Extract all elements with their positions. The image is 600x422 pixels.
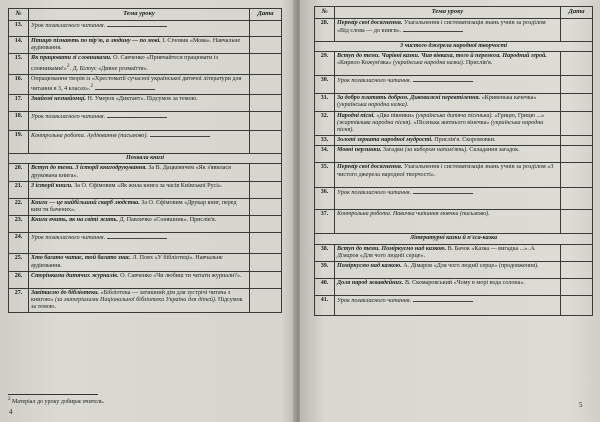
topic-text: Складання загадок. (467, 147, 520, 154)
topic-text: (за вибором напам'ять). (404, 147, 468, 154)
topic-text: Вступ до теми. З історії книгодрукування. (31, 165, 147, 172)
topic-text: Урок позакласного читання. (337, 78, 412, 85)
lesson-number: 30. (315, 76, 335, 94)
lesson-number: 34. (315, 146, 335, 163)
lesson-number: 14. (9, 37, 29, 54)
header-num: № (9, 9, 29, 21)
table-header (9, 9, 282, 21)
page-number-left: 4 (9, 408, 13, 416)
section-heading-row (9, 154, 282, 164)
topic-text: І. Січовик «Мова». Навчальне аудіювання. (31, 38, 241, 52)
header-date: Дата (250, 9, 282, 21)
lesson-row (9, 37, 282, 54)
lesson-topic (29, 198, 250, 215)
lesson-date-cell (250, 271, 282, 288)
lesson-topic (29, 233, 250, 254)
footnote-ref: 2 (66, 62, 70, 69)
lesson-date-cell (561, 163, 593, 188)
topic-text: «Пісенька житнього вінечка» (411, 119, 491, 126)
lesson-date-cell (561, 76, 593, 94)
lesson-row (315, 244, 593, 261)
lesson-date-cell (250, 131, 282, 154)
topic-text: Завітаємо до бібліотеки. (31, 289, 100, 296)
lesson-number: 35. (315, 163, 335, 188)
fill-in-line (413, 297, 473, 302)
lesson-row (315, 210, 593, 234)
lesson-row (315, 136, 593, 146)
lesson-topic (29, 164, 250, 181)
topic-text: Підсумок за темою. (31, 296, 243, 311)
lesson-topic (29, 74, 250, 94)
lesson-number: 41. (315, 296, 335, 316)
footnote-mark: 2 (8, 397, 11, 402)
lesson-date-cell (561, 111, 593, 136)
section-heading: З чистого джерела народної творчості (315, 42, 593, 52)
topic-text: Перевір свої досягнення. (337, 164, 403, 171)
lesson-date-cell (250, 164, 282, 181)
lesson-number: 40. (315, 279, 335, 296)
lesson-number: 16. (9, 74, 29, 94)
lesson-number: 36. (315, 188, 335, 210)
topic-text: Урок позакласного читання. (31, 114, 106, 121)
lesson-row (9, 233, 282, 254)
topic-text: А. Дімаров (337, 245, 536, 259)
lesson-topic (335, 136, 561, 146)
topic-text: Перевір свої досягнення. (337, 20, 403, 26)
lesson-row (9, 216, 282, 233)
topic-text: Доля народ жвавдейних. (337, 280, 404, 287)
lesson-row (315, 19, 593, 42)
topic-text: Д. Павличко «Соняшник». Прислів'я. (117, 217, 217, 224)
topic-text: «Бібліотека — затишний дім для зустрічі читача з книгою» (31, 289, 231, 303)
lesson-topic (29, 216, 250, 233)
lesson-topic (335, 94, 561, 111)
lesson-number: 31. (315, 94, 335, 111)
lesson-row (315, 76, 593, 94)
lesson-row (9, 288, 282, 313)
topic-text: О. Савченко «Привчайтеся працювати із словниками!» (31, 55, 218, 72)
fill-in-line (413, 77, 473, 82)
header-topic: Тема уроку (335, 7, 561, 19)
lesson-topic (335, 210, 561, 234)
topic-text: Узагальнення і систематизація знань учнів за розділом «З чистого джерела народної творчості». (337, 164, 554, 178)
lesson-date-cell (561, 244, 593, 261)
topic-text: Вступ до теми. Чарівні казки. Чия вівкаха, того й перемога. Народний герой. (337, 53, 547, 60)
lesson-topic (335, 262, 561, 279)
lesson-table-left (8, 8, 282, 313)
lesson-number: 15. (9, 54, 29, 74)
lesson-row (315, 163, 593, 188)
lesson-number: 13. (9, 21, 29, 37)
lesson-topic (335, 296, 561, 316)
lesson-date-cell (250, 181, 282, 198)
lesson-topic (335, 19, 561, 42)
topic-text: Книги — це найбільший скарб людства. (31, 199, 140, 206)
header-date: Дата (561, 7, 593, 19)
lesson-number: 28. (315, 19, 335, 42)
table-header (315, 7, 593, 19)
lesson-row (315, 188, 593, 210)
lesson-number: 18. (9, 112, 29, 131)
lesson-date-cell (250, 254, 282, 271)
lesson-date-cell (250, 112, 282, 131)
lesson-topic (29, 131, 250, 154)
topic-text: . Д. Білоус «Дивне розмаїття». (69, 65, 149, 72)
fill-in-line (403, 27, 463, 32)
lesson-topic (335, 111, 561, 136)
section-heading: Похвала книзі (9, 154, 282, 164)
lesson-topic (29, 271, 250, 288)
lesson-topic (335, 146, 561, 163)
lesson-date-cell (561, 94, 593, 111)
lesson-number: 20. (9, 164, 29, 181)
topic-text: Узагальнення і систематизація знань учнів за розділом «Від слова — до книги». (337, 20, 546, 35)
lesson-topic (29, 95, 250, 112)
lesson-date-cell (250, 95, 282, 112)
topic-text: Хто багато читає, той багато знає. (31, 255, 131, 262)
topic-text: Сторінками дитячих журналів. (31, 272, 119, 279)
page-number-right: 5 (579, 401, 583, 409)
topic-text: Контрольна робота. Навичка читання мовчки (письмово). (337, 211, 490, 218)
topic-text: «Грицю, Грицю ...» (492, 112, 545, 119)
lesson-row (315, 296, 593, 316)
lesson-number: 24. (9, 233, 29, 254)
section-heading: Літературні казки й п'єса-казка (315, 234, 593, 244)
lesson-date-cell (250, 198, 282, 215)
lesson-topic (29, 254, 250, 271)
topic-text: Загадки (381, 147, 405, 154)
topic-text: (українська народна казка). (337, 102, 409, 109)
lesson-number: 39. (315, 262, 335, 279)
lesson-date-cell (561, 210, 593, 234)
lesson-topic (335, 76, 561, 94)
topic-text: Контрольна робота. Аудіювання (письмово). (31, 133, 148, 140)
lesson-topic (29, 288, 250, 313)
lesson-number: 22. (9, 198, 29, 215)
topic-text: «Кривенька качечка» (480, 95, 537, 102)
lesson-date-cell (250, 54, 282, 74)
footnote-ref: 2 (90, 83, 94, 90)
lesson-row (315, 52, 593, 76)
topic-text: В. Скомаровський «Чому в морі вода солона». (403, 280, 525, 287)
lesson-row (9, 131, 282, 154)
lesson-row (9, 112, 282, 131)
lesson-number: 32. (315, 111, 335, 136)
topic-text: Як працювати зі словниками. (31, 55, 112, 62)
topic-text: «Кирило Кожум'яка» (337, 60, 394, 67)
lesson-row (315, 111, 593, 136)
lesson-number: 29. (315, 52, 335, 76)
topic-text: Птицю пізнають по пір'ю, а людину — по мові. (31, 38, 161, 44)
lesson-date-cell (561, 262, 593, 279)
lesson-date-cell (561, 188, 593, 210)
lesson-date-cell (561, 52, 593, 76)
lesson-row (9, 21, 282, 37)
lesson-number: 37. (315, 210, 335, 234)
lesson-topic (29, 54, 250, 74)
lesson-row (315, 94, 593, 111)
left-page (0, 0, 296, 422)
footnote-rule (8, 394, 98, 395)
header-num: № (315, 7, 335, 19)
fill-in-line (107, 234, 167, 239)
lesson-number: 25. (9, 254, 29, 271)
lesson-topic (29, 112, 250, 131)
topic-text: За В. Дацкевичем «Як з'явилася друкована книга». (31, 165, 231, 179)
footnote (8, 397, 104, 405)
lesson-date-cell (250, 233, 282, 254)
fill-in-line (95, 85, 155, 90)
lesson-row (9, 181, 282, 198)
lesson-date-cell (250, 288, 282, 313)
lesson-topic (29, 181, 250, 198)
lesson-date-cell (250, 37, 282, 54)
topic-text: Прислів'я. Скоромовки. (432, 137, 496, 144)
lesson-row (315, 146, 593, 163)
section-heading-row (315, 42, 593, 52)
lesson-topic (335, 188, 561, 210)
section-heading-row (315, 234, 593, 244)
lesson-number: 23. (9, 216, 29, 233)
topic-text: За О. Єфімовим «Як жила книга за часів Київської Русі». (72, 182, 223, 189)
lesson-date-cell (250, 21, 282, 37)
topic-text: Книги вчить, як на світі жить. (31, 217, 118, 224)
lesson-date-cell (250, 74, 282, 94)
topic-text: Л. Повх «У бібліотеці». Навчальне аудіювання. (31, 255, 223, 269)
lesson-row (9, 95, 282, 112)
topic-text: О. Савченко «Чи любиш ти читати журнали?». (118, 272, 242, 279)
lesson-topic (29, 21, 250, 37)
topic-text: (за матеріалами Національної бібліотеки України для дітей). (55, 296, 217, 303)
topic-text: За добро платять добром. Дивовижні перевтілення. (337, 95, 481, 102)
topic-text: За О. Єфімовим «Друкар книг, перед ким ти бачених». (31, 199, 237, 214)
topic-text: Опрацювання творів із «Хрестоматії сучасної української дитячої літератури для читання в 3, 4 класах». (31, 75, 242, 93)
topic-text: Урок позакласного читання. (31, 235, 106, 242)
lesson-number: 27. (9, 288, 29, 313)
topic-text: (українська дитяча пісенька). (415, 112, 493, 119)
lesson-number: 33. (315, 136, 335, 146)
lesson-row (9, 271, 282, 288)
topic-text: Поміркуємо над казкою. (337, 263, 402, 270)
fill-in-line (150, 132, 210, 137)
lesson-row (9, 54, 282, 74)
topic-text: Урок позакласного читання. (337, 298, 412, 305)
fill-in-line (107, 22, 167, 27)
lesson-date-cell (250, 216, 282, 233)
lesson-date-cell (561, 136, 593, 146)
lesson-row (9, 254, 282, 271)
lesson-row (9, 198, 282, 215)
lesson-topic (335, 279, 561, 296)
right-page (300, 0, 600, 422)
topic-text: Прислів'я. (464, 60, 493, 67)
topic-text: Вступ до теми. Поміркуємо над казкою. (337, 245, 447, 252)
lesson-row (9, 164, 282, 181)
lesson-date-cell (561, 146, 593, 163)
topic-text: «Два півники» (374, 112, 416, 119)
topic-text: Народні пісні. (337, 112, 375, 119)
topic-text: (українська народна казка). (393, 60, 465, 67)
footnote-text: Матеріал до уроку добирає вчитель. (12, 399, 105, 405)
topic-text: В. Бачок «Казка — вигадка ...». (446, 245, 531, 252)
lesson-topic (335, 163, 561, 188)
header-topic: Тема уроку (29, 9, 250, 21)
topic-text: Знайомі незнайомці. (31, 96, 86, 103)
fill-in-line (413, 189, 473, 194)
topic-text: (жартівлива народна пісня). (337, 119, 412, 126)
topic-text: Мовні перлинки. (337, 147, 382, 154)
topic-text: А. Дімаров «Для чого люднії серце» (продовження). (401, 263, 539, 270)
lesson-date-cell (561, 19, 593, 42)
lesson-number: 17. (9, 95, 29, 112)
lesson-row (315, 262, 593, 279)
lesson-topic (335, 52, 561, 76)
lesson-date-cell (561, 279, 593, 296)
lesson-topic (29, 37, 250, 54)
lesson-row (315, 279, 593, 296)
topic-text: Урок позакласного читання. (31, 23, 106, 29)
lesson-topic (335, 244, 561, 261)
topic-text: «Для чого люднії серце». (358, 252, 425, 259)
topic-text: Н. Умеров «Диктант». Підсумок за темою. (85, 96, 198, 103)
lesson-number: 19. (9, 131, 29, 154)
lesson-table-right (314, 6, 593, 316)
lesson-row (9, 74, 282, 94)
topic-text: (українська народна пісня). (337, 119, 544, 134)
topic-text: З історії книги. (31, 182, 73, 189)
lesson-number: 38. (315, 244, 335, 261)
topic-text: Золоті зерната народної мудрості. (337, 137, 433, 144)
lesson-date-cell (561, 296, 593, 316)
lesson-number: 26. (9, 271, 29, 288)
fill-in-line (107, 113, 167, 118)
topic-text: Урок позакласного читання. (337, 190, 412, 197)
lesson-number: 21. (9, 181, 29, 198)
